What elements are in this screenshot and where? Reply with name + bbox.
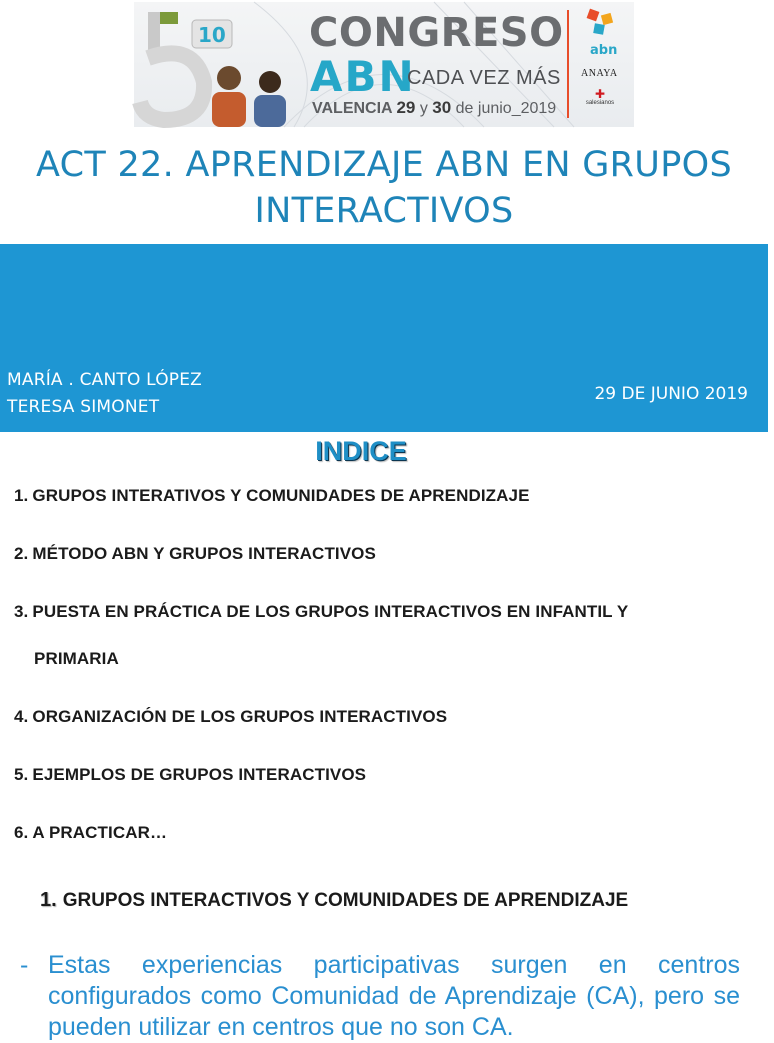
svg-text:10: 10 [198, 23, 226, 47]
section-number: 1. [40, 889, 57, 911]
bullet-dash: - [20, 951, 29, 979]
index-item-text: ORGANIZACIÓN DE LOS GRUPOS INTERACTIVOS [32, 707, 448, 726]
index-item-number: 4. [14, 707, 29, 726]
abn-logo [584, 8, 620, 58]
page-title [0, 142, 768, 234]
index-item-number: 5. [14, 765, 29, 784]
index-item-text: PRIMARIA [34, 649, 119, 668]
index-item-text: GRUPOS INTERATIVOS Y COMUNIDADES DE APRENDIZAJE [32, 486, 530, 505]
banner-divider [567, 10, 569, 118]
banner-date-line [312, 98, 556, 118]
bullet-text: Estas experiencias participativas surgen en centros configurados como Comunidad de Aprendizaje (CA), pero se pueden utilizar en centros que no son CA. [48, 951, 740, 1041]
index-heading: INDICE [315, 436, 407, 466]
banner-day1: 29 [396, 98, 416, 117]
salesianos-cross-icon: ✚ [594, 87, 606, 101]
index-item-number: 1. [14, 486, 29, 505]
section-title: GRUPOS INTERACTIVOS Y COMUNIDADES DE APRENDIZAJE [62, 890, 629, 911]
banner-abn-word: ABN [310, 52, 416, 101]
banner-subtitle: CADA VEZ MÁS [407, 67, 561, 89]
banner-title: CONGRESO [309, 10, 564, 56]
index-item-text: A PRACTICAR… [32, 823, 168, 842]
banner-and: y [419, 100, 428, 117]
bullet-paragraph [20, 950, 740, 1043]
index-item-number: 2. [14, 544, 29, 563]
title-line-2: INTERACTIVOS [254, 191, 514, 231]
anaya-logo: ANAYA [581, 68, 618, 79]
index-item [14, 544, 754, 564]
title-line-1: ACT 22. APRENDIZAJE ABN EN GRUPOS [36, 145, 732, 185]
index-item-continuation [34, 649, 774, 669]
index-item [14, 707, 754, 727]
title-area [0, 130, 768, 244]
presentation-date: 29 DE JUNIO 2019 [594, 384, 748, 404]
congress-banner [134, 2, 634, 127]
author-name-1: MARÍA . CANTO LÓPEZ [7, 370, 203, 390]
index-item [14, 823, 754, 843]
abn-logo-text: abn [590, 43, 618, 58]
salesianos-logo [580, 88, 620, 106]
index-item-number: 3. [14, 602, 29, 621]
index-item-text: EJEMPLOS DE GRUPOS INTERACTIVOS [32, 765, 367, 784]
index-item-number: 6. [14, 823, 29, 842]
index-item [14, 765, 754, 785]
author-name-2: TERESA SIMONET [7, 397, 160, 417]
author-band [0, 244, 768, 432]
index-item [14, 602, 754, 622]
index-item [14, 486, 754, 506]
index-item-text: PUESTA EN PRÁCTICA DE LOS GRUPOS INTERACTIVOS EN INFANTIL Y [32, 602, 629, 621]
banner-month-year: de junio_2019 [455, 100, 557, 117]
banner-city: VALENCIA [312, 100, 392, 117]
index-item-text: MÉTODO ABN Y GRUPOS INTERACTIVOS [32, 544, 376, 563]
salesianos-label: salesianos [585, 100, 615, 106]
section-heading [40, 889, 760, 912]
banner-day2: 30 [432, 98, 452, 117]
